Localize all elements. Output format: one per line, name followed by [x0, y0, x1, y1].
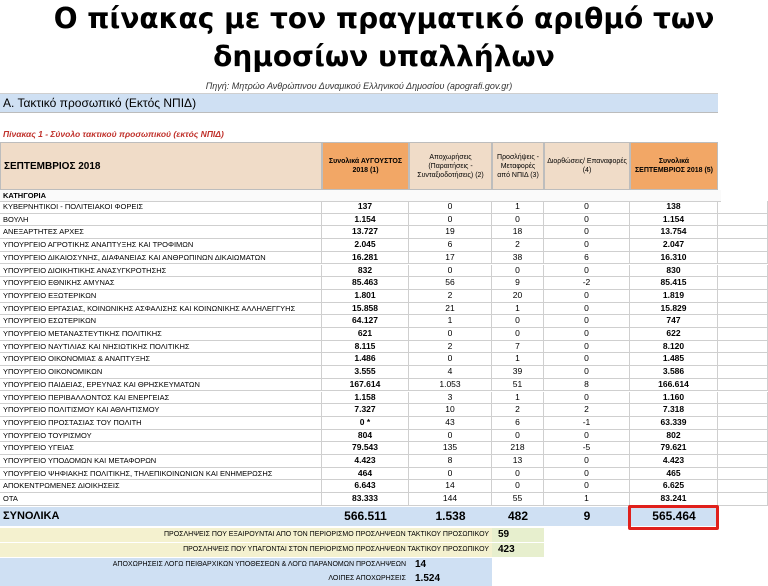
row-value-cell[interactable]: 43	[409, 417, 492, 429]
row-value-cell[interactable]: 0	[492, 430, 544, 442]
row-value-cell[interactable]: 1.154	[322, 214, 409, 226]
row-value-cell[interactable]: 18	[492, 226, 544, 238]
row-name-cell[interactable]: ΥΠΟΥΡΓΕΙΟ ΟΙΚΟΝΟΜΙΑΣ & ΑΝΑΠΤΥΞΗΣ	[0, 353, 322, 365]
row-value-cell[interactable]: 6	[492, 417, 544, 429]
table-row[interactable]	[0, 303, 768, 316]
table-row[interactable]	[0, 353, 768, 366]
row-value-cell[interactable]: 747	[630, 315, 718, 327]
row-value-cell[interactable]: 51	[492, 379, 544, 391]
category-label[interactable]: ΚΑΤΗΓΟΡΙΑ	[0, 190, 721, 202]
row-value-cell[interactable]: 0	[544, 468, 630, 480]
table-row[interactable]	[0, 290, 768, 303]
row-value-cell[interactable]: 56	[409, 277, 492, 289]
row-value-cell[interactable]: 13.754	[630, 226, 718, 238]
table-row[interactable]	[0, 239, 768, 252]
row-value-cell[interactable]: 4	[409, 366, 492, 378]
row-value-cell[interactable]: 0	[544, 290, 630, 302]
row-value-cell[interactable]: 0	[544, 315, 630, 327]
row-value-cell[interactable]: 0	[544, 480, 630, 492]
row-value-cell[interactable]: 138	[630, 201, 718, 213]
row-value-cell[interactable]: 4.423	[630, 455, 718, 467]
row-name-cell[interactable]: ΥΠΟΥΡΓΕΙΟ ΜΕΤΑΝΑΣΤΕΥΤΙΚΗΣ ΠΟΛΙΤΙΚΗΣ	[0, 328, 322, 340]
row-name-cell[interactable]: ΥΠΟΥΡΓΕΙΟ ΥΓΕΙΑΣ	[0, 442, 322, 454]
row-value-cell[interactable]: 0	[544, 328, 630, 340]
highlight-box	[628, 505, 719, 530]
row-name-cell[interactable]: ΥΠΟΥΡΓΕΙΟ ΑΓΡΟΤΙΚΗΣ ΑΝΑΠΤΥΞΗΣ ΚΑΙ ΤΡΟΦΙΜΩΝ	[0, 239, 322, 251]
row-value-cell[interactable]: 0	[544, 341, 630, 353]
table-row[interactable]	[0, 214, 768, 227]
row-name-cell[interactable]: ΥΠΟΥΡΓΕΙΟ ΝΑΥΤΙΛΙΑΣ ΚΑΙ ΝΗΣΙΩΤΙΚΗΣ ΠΟΛΙΤΙΚΗΣ	[0, 341, 322, 353]
row-empty-cell[interactable]	[718, 303, 768, 315]
header-col-september[interactable]: Συνολικά ΣΕΠΤΕΜΒΡΙΟΣ 2018 (5)	[630, 142, 718, 190]
row-value-cell[interactable]: 166.614	[630, 379, 718, 391]
row-value-cell[interactable]: 63.339	[630, 417, 718, 429]
row-value-cell[interactable]: 13	[492, 455, 544, 467]
table-row[interactable]	[0, 277, 768, 290]
footer-label-other[interactable]: ΛΟΙΠΕΣ ΑΠΟΧΩΡΗΣΕΙΣ	[0, 572, 409, 586]
row-empty-cell[interactable]	[718, 404, 768, 416]
footer-value-disciplinary[interactable]: 14	[409, 558, 492, 572]
row-value-cell[interactable]: 144	[409, 493, 492, 505]
row-value-cell[interactable]: 2	[409, 290, 492, 302]
row-name-cell[interactable]: ΥΠΟΥΡΓΕΙΟ ΤΟΥΡΙΣΜΟΥ	[0, 430, 322, 442]
footer-label-disciplinary[interactable]: ΑΠΟΧΩΡΗΣΕΙΣ ΛΟΓΩ ΠΕΙΘΑΡΧΙΚΩΝ ΥΠΟΘΕΣΕΩΝ & ΛΟΓΩ ΠΑΡΑΝΟΜΩΝ ΠΡΟΣΛΗΨΕΩΝ	[0, 558, 409, 572]
table-row[interactable]	[0, 404, 768, 417]
table-title[interactable]: Πίνακας 1 - Σύνολο τακτικού προσωπικού (εκτός ΝΠΙΔ)	[3, 129, 224, 139]
row-value-cell[interactable]: 4.423	[322, 455, 409, 467]
row-name-cell[interactable]: ΒΟΥΛΗ	[0, 214, 322, 226]
row-name-cell[interactable]: ΥΠΟΥΡΓΕΙΟ ΥΠΟΔΟΜΩΝ ΚΑΙ ΜΕΤΑΦΟΡΩΝ	[0, 455, 322, 467]
row-empty-cell[interactable]	[718, 468, 768, 480]
row-value-cell[interactable]: 0	[544, 303, 630, 315]
row-name-cell[interactable]: ΥΠΟΥΡΓΕΙΟ ΕΞΩΤΕΡΙΚΩΝ	[0, 290, 322, 302]
table-row[interactable]	[0, 315, 768, 328]
row-value-cell[interactable]: 0	[409, 328, 492, 340]
row-value-cell[interactable]: 16.310	[630, 252, 718, 264]
row-empty-cell[interactable]	[718, 417, 768, 429]
row-value-cell[interactable]: 64.127	[322, 315, 409, 327]
row-value-cell[interactable]: 0	[409, 265, 492, 277]
row-value-cell[interactable]: 0	[492, 315, 544, 327]
row-name-cell[interactable]: ΥΠΟΥΡΓΕΙΟ ΕΘΝΙΚΗΣ ΑΜΥΝΑΣ	[0, 277, 322, 289]
row-value-cell[interactable]: 8	[409, 455, 492, 467]
row-value-cell[interactable]: 15.858	[322, 303, 409, 315]
row-value-cell[interactable]: 39	[492, 366, 544, 378]
table-row[interactable]	[0, 392, 768, 405]
row-name-cell[interactable]: ΥΠΟΥΡΓΕΙΟ ΟΙΚΟΝΟΜΙΚΩΝ	[0, 366, 322, 378]
row-value-cell[interactable]: -2	[544, 277, 630, 289]
row-empty-cell[interactable]	[718, 353, 768, 365]
table-row[interactable]	[0, 442, 768, 455]
row-value-cell[interactable]: 622	[630, 328, 718, 340]
row-value-cell[interactable]: 14	[409, 480, 492, 492]
row-empty-cell[interactable]	[718, 328, 768, 340]
footer-value-restricted[interactable]: 423	[492, 543, 544, 557]
table-row[interactable]	[0, 430, 768, 443]
headline-line-1: Ο πίνακας με τον πραγματικό αριθμό των	[53, 2, 715, 35]
row-value-cell[interactable]: 0	[492, 265, 544, 277]
footer-value-exempt[interactable]: 59	[492, 528, 544, 542]
row-value-cell[interactable]: 6.625	[630, 480, 718, 492]
row-value-cell[interactable]: 19	[409, 226, 492, 238]
row-value-cell[interactable]: 3	[409, 392, 492, 404]
row-value-cell[interactable]: 832	[322, 265, 409, 277]
row-value-cell[interactable]: 0	[544, 455, 630, 467]
header-col-august[interactable]: Συνολικά ΑΥΓΟΥΣΤΟΣ 2018 (1)	[322, 142, 409, 190]
row-value-cell[interactable]: 16.281	[322, 252, 409, 264]
row-value-cell[interactable]: 0	[492, 328, 544, 340]
table-row[interactable]	[0, 341, 768, 354]
row-value-cell[interactable]: 9	[492, 277, 544, 289]
total-august: 566.511	[344, 509, 387, 523]
row-empty-cell[interactable]	[718, 493, 768, 505]
row-value-cell[interactable]: 15.829	[630, 303, 718, 315]
table-row[interactable]	[0, 328, 768, 341]
row-value-cell[interactable]: 20	[492, 290, 544, 302]
row-value-cell[interactable]: 1	[492, 353, 544, 365]
row-name-cell[interactable]: ΑΝΕΞΑΡΤΗΤΕΣ ΑΡΧΕΣ	[0, 226, 322, 238]
row-name-cell[interactable]: ΥΠΟΥΡΓΕΙΟ ΠΟΛΙΤΙΣΜΟΥ ΚΑΙ ΑΘΛΗΤΙΣΜΟΥ	[0, 404, 322, 416]
row-value-cell[interactable]: 1.160	[630, 392, 718, 404]
row-value-cell[interactable]: 85.415	[630, 277, 718, 289]
total-corrections: 9	[583, 509, 591, 523]
row-value-cell[interactable]: 0	[492, 214, 544, 226]
row-value-cell[interactable]: 21	[409, 303, 492, 315]
row-empty-cell[interactable]	[718, 277, 768, 289]
table-row[interactable]	[0, 417, 768, 430]
row-value-cell[interactable]: 6.643	[322, 480, 409, 492]
table-row[interactable]	[0, 379, 768, 392]
row-value-cell[interactable]: 6	[544, 252, 630, 264]
row-value-cell[interactable]: 0	[544, 239, 630, 251]
row-empty-cell[interactable]	[718, 480, 768, 492]
row-value-cell[interactable]: 830	[630, 265, 718, 277]
row-name-cell[interactable]: ΥΠΟΥΡΓΕΙΟ ΠΕΡΙΒΑΛΛΟΝΤΟΣ ΚΑΙ ΕΝΕΡΓΕΙΑΣ	[0, 392, 322, 404]
row-empty-cell[interactable]	[718, 201, 768, 213]
row-value-cell[interactable]: -1	[544, 417, 630, 429]
row-value-cell[interactable]: 0	[492, 468, 544, 480]
row-value-cell[interactable]: 0	[544, 265, 630, 277]
row-value-cell[interactable]: 218	[492, 442, 544, 454]
row-value-cell[interactable]: 83.333	[322, 493, 409, 505]
row-empty-cell[interactable]	[718, 315, 768, 327]
row-value-cell[interactable]: 1.801	[322, 290, 409, 302]
header-col-corrections[interactable]: Διορθώσεις/ Επαναφορές (4)	[544, 142, 630, 190]
totals-row[interactable]	[0, 507, 718, 526]
row-value-cell[interactable]: 1.485	[630, 353, 718, 365]
row-empty-cell[interactable]	[718, 442, 768, 454]
row-empty-cell[interactable]	[718, 366, 768, 378]
row-value-cell[interactable]: -5	[544, 442, 630, 454]
row-value-cell[interactable]: 79.543	[322, 442, 409, 454]
table-row[interactable]	[0, 366, 768, 379]
row-value-cell[interactable]: 2.045	[322, 239, 409, 251]
row-value-cell[interactable]: 2	[492, 239, 544, 251]
row-empty-cell[interactable]	[718, 214, 768, 226]
header-month-label[interactable]: ΣΕΠΤΕΜΒΡΙΟΣ 2018	[0, 142, 322, 190]
row-value-cell[interactable]: 1.819	[630, 290, 718, 302]
total-departures: 1.538	[435, 509, 466, 523]
row-value-cell[interactable]: 167.614	[322, 379, 409, 391]
headline-line-2: δημοσίων υπαλλήλων	[213, 40, 555, 73]
row-value-cell[interactable]: 83.241	[630, 493, 718, 505]
row-empty-cell[interactable]	[718, 392, 768, 404]
row-value-cell[interactable]: 0	[544, 430, 630, 442]
row-value-cell[interactable]: 55	[492, 493, 544, 505]
row-value-cell[interactable]: 38	[492, 252, 544, 264]
row-value-cell[interactable]: 2.047	[630, 239, 718, 251]
header-col-hirings[interactable]: Προσλήψεις - Μεταφορές από ΝΠΙΔ (3)	[492, 142, 544, 190]
table-row[interactable]	[0, 226, 768, 239]
row-empty-cell[interactable]	[718, 226, 768, 238]
row-value-cell[interactable]: 85.463	[322, 277, 409, 289]
totals-label: ΣΥΝΟΛΙΚΑ	[3, 510, 60, 522]
row-value-cell[interactable]: 0	[544, 201, 630, 213]
row-value-cell[interactable]: 8.115	[322, 341, 409, 353]
row-empty-cell[interactable]	[718, 239, 768, 251]
row-name-cell[interactable]: ΑΠΟΚΕΝΤΡΩΜΕΝΕΣ ΔΙΟΙΚΗΣΕΙΣ	[0, 480, 322, 492]
row-empty-cell[interactable]	[718, 252, 768, 264]
header-col-departures[interactable]: Αποχωρήσεις (Παραιτήσεις - Συνταξιοδοτήσεις) (2)	[409, 142, 492, 190]
row-empty-cell[interactable]	[718, 430, 768, 442]
row-empty-cell[interactable]	[718, 290, 768, 302]
table-row[interactable]	[0, 201, 768, 214]
row-value-cell[interactable]: 13.727	[322, 226, 409, 238]
row-empty-cell[interactable]	[718, 379, 768, 391]
row-value-cell[interactable]: 0	[544, 226, 630, 238]
row-value-cell[interactable]: 2	[492, 404, 544, 416]
row-value-cell[interactable]: 7.318	[630, 404, 718, 416]
footer-label-restricted[interactable]: ΠΡΟΣΛΗΨΕΙΣ ΠΟΥ ΥΠΑΓΟΝΤΑΙ ΣΤΟΝ ΠΕΡΙΟΡΙΣΜΟ ΠΡΟΣΛΗΨΕΩΝ ΤΑΚΤΙΚΟΥ ΠΡΟΣΩΠΙΚΟΥ	[0, 543, 492, 557]
row-value-cell[interactable]: 0	[544, 353, 630, 365]
row-value-cell[interactable]: 2	[544, 404, 630, 416]
row-value-cell[interactable]: 6	[409, 239, 492, 251]
row-name-cell[interactable]: ΥΠΟΥΡΓΕΙΟ ΔΙΚΑΙΟΣΥΝΗΣ, ΔΙΑΦΑΝΕΙΑΣ ΚΑΙ ΑΝΘΡΩΠΙΝΩΝ ΔΙΚΑΙΩΜΑΤΩΝ	[0, 252, 322, 264]
row-value-cell[interactable]: 1	[492, 392, 544, 404]
row-value-cell[interactable]: 3.586	[630, 366, 718, 378]
row-value-cell[interactable]: 464	[322, 468, 409, 480]
row-value-cell[interactable]: 17	[409, 252, 492, 264]
row-value-cell[interactable]: 2	[409, 341, 492, 353]
row-name-cell[interactable]: ΥΠΟΥΡΓΕΙΟ ΠΡΟΣΤΑΣΙΑΣ ΤΟΥ ΠΟΛΙΤΗ	[0, 417, 322, 429]
row-value-cell[interactable]: 802	[630, 430, 718, 442]
row-name-cell[interactable]: ΥΠΟΥΡΓΕΙΟ ΕΣΩΤΕΡΙΚΩΝ	[0, 315, 322, 327]
table-row[interactable]	[0, 468, 768, 481]
row-value-cell[interactable]: 8.120	[630, 341, 718, 353]
row-value-cell[interactable]: 1.053	[409, 379, 492, 391]
table-row[interactable]	[0, 455, 768, 468]
table-row[interactable]	[0, 480, 768, 493]
row-value-cell[interactable]: 10	[409, 404, 492, 416]
row-value-cell[interactable]: 0	[544, 366, 630, 378]
row-value-cell[interactable]: 465	[630, 468, 718, 480]
section-title[interactable]: Α. Τακτικό προσωπικό (Εκτός ΝΠΙΔ)	[0, 94, 718, 113]
row-value-cell[interactable]: 1.486	[322, 353, 409, 365]
row-name-cell[interactable]: ΚΥΒΕΡΝΗΤΙΚΟΙ - ΠΟΛΙΤΕΙΑΚΟΙ ΦΟΡΕΙΣ	[0, 201, 322, 213]
row-value-cell[interactable]: 1.154	[630, 214, 718, 226]
row-value-cell[interactable]: 3.555	[322, 366, 409, 378]
row-value-cell[interactable]: 1	[544, 493, 630, 505]
row-value-cell[interactable]: 1	[492, 303, 544, 315]
row-empty-cell[interactable]	[718, 455, 768, 467]
headline	[0, 0, 768, 84]
row-value-cell[interactable]: 0	[544, 214, 630, 226]
row-value-cell[interactable]: 0	[409, 430, 492, 442]
row-value-cell[interactable]: 137	[322, 201, 409, 213]
table-row[interactable]	[0, 493, 768, 506]
row-value-cell[interactable]: 135	[409, 442, 492, 454]
row-value-cell[interactable]: 7	[492, 341, 544, 353]
row-value-cell[interactable]: 1	[409, 315, 492, 327]
row-name-cell[interactable]: ΥΠΟΥΡΓΕΙΟ ΕΡΓΑΣΙΑΣ, ΚΟΙΝΩΝΙΚΗΣ ΑΣΦΑΛΙΣΗΣ ΚΑΙ ΚΟΙΝΩΝΙΚΗΣ ΑΛΛΗΛΕΓΓΥΗΣ	[0, 303, 322, 315]
row-value-cell[interactable]: 0	[409, 214, 492, 226]
row-empty-cell[interactable]	[718, 341, 768, 353]
footer-value-other[interactable]: 1.524	[409, 572, 492, 586]
row-value-cell[interactable]: 0	[409, 353, 492, 365]
row-value-cell[interactable]: 0	[409, 468, 492, 480]
row-name-cell[interactable]: ΥΠΟΥΡΓΕΙΟ ΔΙΟΙΚΗΤΙΚΗΣ ΑΝΑΣΥΓΚΡΟΤΗΣΗΣ	[0, 265, 322, 277]
row-name-cell[interactable]: ΥΠΟΥΡΓΕΙΟ ΠΑΙΔΕΙΑΣ, ΕΡΕΥΝΑΣ ΚΑΙ ΘΡΗΣΚΕΥΜΑΤΩΝ	[0, 379, 322, 391]
row-value-cell[interactable]: 0	[409, 201, 492, 213]
total-september: 565.464	[652, 509, 696, 523]
row-value-cell[interactable]: 8	[544, 379, 630, 391]
row-name-cell[interactable]: ΥΠΟΥΡΓΕΙΟ ΨΗΦΙΑΚΗΣ ΠΟΛΙΤΙΚΗΣ, ΤΗΛΕΠΙΚΟΙΝΩΝΙΩΝ ΚΑΙ ΕΝΗΜΕΡΩΣΗΣ	[0, 468, 322, 480]
footer-label-exempt[interactable]: ΠΡΟΣΛΗΨΕΙΣ ΠΟΥ ΕΞΑΙΡΟΥΝΤΑΙ ΑΠΟ ΤΟΝ ΠΕΡΙΟΡΙΣΜΟ ΠΡΟΣΛΗΨΕΩΝ ΤΑΚΤΙΚΟΥ ΠΡΟΣΩΠΙΚΟΥ	[0, 528, 492, 542]
table-row[interactable]	[0, 252, 768, 265]
row-value-cell[interactable]: 0 *	[322, 417, 409, 429]
row-empty-cell[interactable]	[718, 265, 768, 277]
source-note: Πηγή: Μητρώο Ανθρώπινου Δυναμικού Ελληνικού Δημοσίου (apografi.gov.gr)	[0, 80, 718, 94]
row-value-cell[interactable]: 804	[322, 430, 409, 442]
row-value-cell[interactable]: 0	[492, 480, 544, 492]
row-value-cell[interactable]: 7.327	[322, 404, 409, 416]
table-row[interactable]	[0, 265, 768, 278]
row-value-cell[interactable]: 79.621	[630, 442, 718, 454]
row-value-cell[interactable]: 1.158	[322, 392, 409, 404]
row-value-cell[interactable]: 621	[322, 328, 409, 340]
row-value-cell[interactable]: 1	[492, 201, 544, 213]
row-value-cell[interactable]: 0	[544, 392, 630, 404]
row-name-cell[interactable]: ΟΤΑ	[0, 493, 322, 505]
total-hirings: 482	[507, 509, 529, 523]
